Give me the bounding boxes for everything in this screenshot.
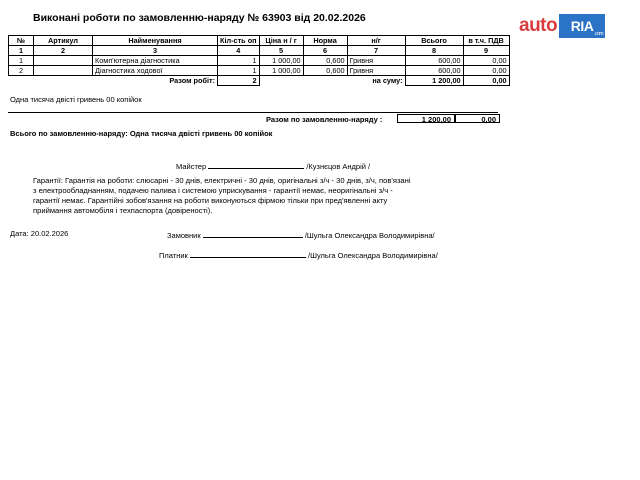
row-norm: 0,600 [303, 56, 347, 66]
row-number: 1 [9, 56, 34, 66]
payer-label: Платник [159, 251, 188, 260]
signature-line [203, 229, 303, 238]
logo-com-text: .com [594, 31, 604, 37]
col-header: Ціна н / г [259, 36, 303, 46]
row-total: 600,00 [405, 56, 463, 66]
summary-sum-label: на суму: [372, 76, 403, 86]
signature-line [208, 160, 304, 169]
order-total-label: Разом по замовленню-наряду : [266, 115, 383, 124]
table-header-row [9, 36, 510, 46]
order-total-amount: 1 200,00 [397, 114, 455, 123]
payer-signature [159, 249, 438, 260]
row-vat: 0,00 [463, 66, 509, 76]
col-number: 3 [93, 46, 218, 56]
col-number: 8 [405, 46, 463, 56]
row-unit: Гривня [347, 56, 405, 66]
row-total: 600,00 [405, 66, 463, 76]
warranty-line: Гарантії: Гарантія на роботи: слюсарні - 30 днів, електричні - 30 днів, оригінальні з/ч - 30 днів, з/ч, пов'язані [33, 176, 411, 185]
order-total-vat: 0,00 [455, 114, 500, 123]
col-header: Артикул [34, 36, 93, 46]
logo-ria-badge [559, 14, 605, 38]
col-number: 9 [463, 46, 509, 56]
row-name: Комп'ютерна діагностика [93, 56, 218, 66]
col-number: 1 [9, 46, 34, 56]
col-header: Кіл-сть оп [218, 36, 260, 46]
customer-name: /Шульга Олександра Володимирівна/ [304, 231, 435, 240]
row-qty: 1 [218, 56, 260, 66]
warranty-line: з електрообладнанням, подачею палива і системою уприскування - гарантії немає, неоригінальні з/ч - [33, 186, 393, 195]
logo-ria-text: RIA [570, 18, 594, 34]
customer-signature [167, 229, 435, 240]
col-number: 2 [34, 46, 93, 56]
row-qty: 1 [218, 66, 260, 76]
col-header: Найменування [93, 36, 218, 46]
row-norm: 0,600 [303, 66, 347, 76]
col-number: 6 [303, 46, 347, 56]
summary-total: 1 200,00 [405, 76, 463, 86]
row-vat: 0,00 [463, 56, 509, 66]
document-title: Виконані роботи по замовленню-наряду № 63903 від 20.02.2026 [33, 12, 366, 24]
table-row [9, 66, 510, 76]
column-number-row [9, 46, 510, 56]
col-header: № [9, 36, 34, 46]
master-signature [176, 160, 370, 171]
summary-vat: 0,00 [463, 76, 509, 86]
row-name: Діагностика ходової [93, 66, 218, 76]
col-number: 5 [259, 46, 303, 56]
col-header: Всього [405, 36, 463, 46]
master-name: /Кузнєцов Андрій / [306, 162, 371, 171]
col-number: 4 [218, 46, 260, 56]
master-label: Майстер [176, 162, 207, 171]
row-article [34, 56, 93, 66]
col-header: н/г [347, 36, 405, 46]
payer-name: /Шульга Олександра Володимирівна/ [308, 251, 438, 260]
row-price: 1 000,00 [259, 66, 303, 76]
col-number: 7 [347, 46, 405, 56]
row-article [34, 66, 93, 76]
logo-auto-text: auto [519, 15, 558, 36]
warranty-text [33, 176, 463, 216]
warranty-line: приймання автомобіля і техпаспорта (довіреності). [33, 206, 213, 215]
customer-label: Замовник [167, 231, 201, 240]
order-total-in-words: Всього по замовленню-наряду: Одна тисяча двісті гривень 00 копійок [10, 129, 273, 138]
autoria-logo [519, 10, 631, 42]
row-unit: Гривня [347, 66, 405, 76]
amount-in-words: Одна тисяча двісті гривень 00 копійок [10, 95, 142, 104]
warranty-line: гарантії немає. Гарантійні зобов'язання на роботи виконуються фірмою тільки при пред'явленні акту [33, 196, 388, 205]
row-number: 2 [9, 66, 34, 76]
summary-label: Разом робіт: [169, 76, 215, 86]
row-price: 1 000,00 [259, 56, 303, 66]
signature-line [190, 249, 306, 258]
table-row [9, 56, 510, 66]
works-table [8, 35, 510, 86]
col-header: Норма [303, 36, 347, 46]
table-summary-row [9, 76, 510, 86]
document-date: Дата: 20.02.2026 [10, 229, 69, 238]
col-header: в т.ч. ПДВ [463, 36, 509, 46]
summary-qty: 2 [218, 76, 260, 86]
divider [8, 112, 498, 113]
